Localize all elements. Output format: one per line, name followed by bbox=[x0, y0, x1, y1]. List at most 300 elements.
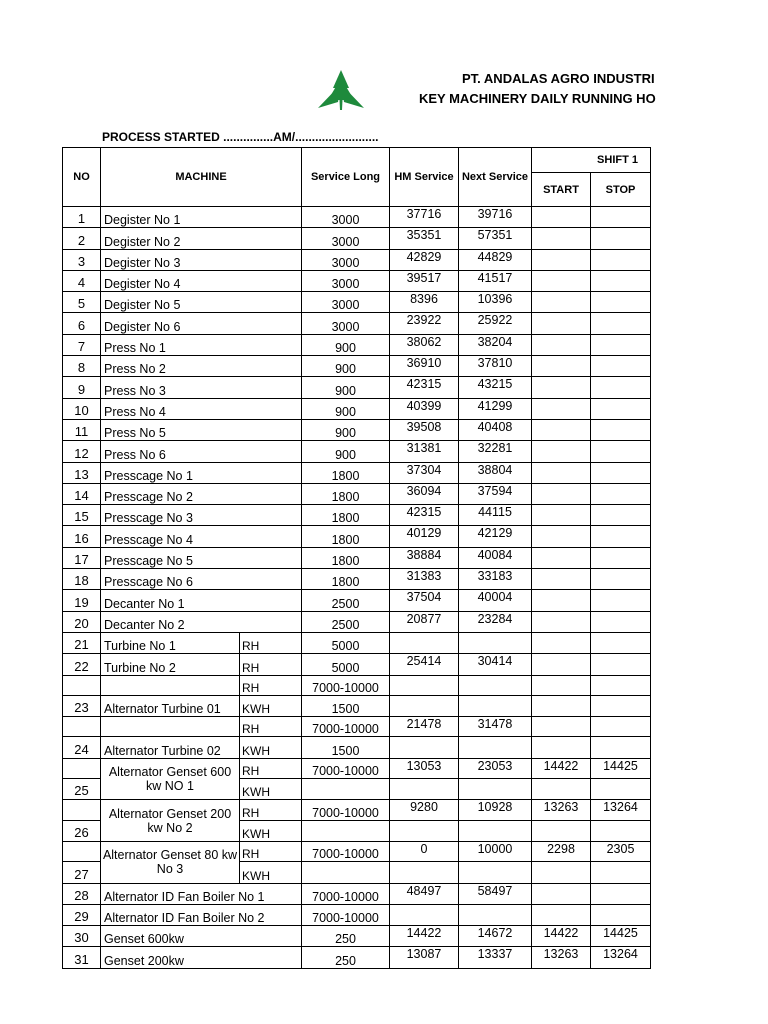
start-cell bbox=[532, 483, 591, 504]
row-number: 19 bbox=[63, 590, 101, 611]
header-service-long: Service Long bbox=[302, 148, 390, 207]
machine-name: Degister No 3 bbox=[101, 249, 302, 270]
service-long-cell: 1800 bbox=[302, 569, 390, 590]
hm-service-cell: 13053 bbox=[390, 758, 459, 778]
start-cell bbox=[532, 462, 591, 483]
row-number: 7 bbox=[63, 334, 101, 355]
next-service-cell: 58497 bbox=[459, 883, 532, 904]
table-row bbox=[63, 547, 651, 568]
row-number: 6 bbox=[63, 313, 101, 334]
hm-service-cell: 14422 bbox=[390, 926, 459, 947]
next-service-cell bbox=[459, 904, 532, 925]
machine-name: Genset 600kw bbox=[101, 926, 302, 947]
company-name: PT. ANDALAS AGRO INDUSTRI bbox=[462, 71, 655, 86]
hm-service-cell bbox=[390, 862, 459, 883]
stop-cell bbox=[591, 398, 651, 419]
next-service-cell: 13337 bbox=[459, 947, 532, 968]
stop-cell bbox=[591, 862, 651, 883]
hm-service-cell: 37716 bbox=[390, 207, 459, 228]
row-number bbox=[63, 841, 101, 861]
start-cell bbox=[532, 820, 591, 841]
hm-service-cell: 39508 bbox=[390, 419, 459, 440]
row-number: 17 bbox=[63, 547, 101, 568]
next-service-cell: 40408 bbox=[459, 419, 532, 440]
table-row bbox=[63, 841, 651, 861]
row-number: 15 bbox=[63, 505, 101, 526]
next-service-cell: 10000 bbox=[459, 841, 532, 861]
machine-name: Degister No 6 bbox=[101, 313, 302, 334]
service-long-cell: 1500 bbox=[302, 737, 390, 758]
next-service-cell bbox=[459, 695, 532, 716]
stop-cell bbox=[591, 207, 651, 228]
next-service-cell: 43215 bbox=[459, 377, 532, 398]
stop-cell bbox=[591, 334, 651, 355]
table-row bbox=[63, 313, 651, 334]
header-start: START bbox=[532, 173, 591, 207]
hm-service-cell bbox=[390, 820, 459, 841]
stop-cell: 14425 bbox=[591, 758, 651, 778]
table-row bbox=[63, 207, 651, 228]
stop-cell bbox=[591, 526, 651, 547]
stop-cell bbox=[591, 904, 651, 925]
unit-cell: RH bbox=[240, 654, 302, 675]
machine-name: Degister No 2 bbox=[101, 228, 302, 249]
row-number: 29 bbox=[63, 904, 101, 925]
next-service-cell: 23053 bbox=[459, 758, 532, 778]
hm-service-cell: 13087 bbox=[390, 947, 459, 968]
service-long-cell: 7000-10000 bbox=[302, 717, 390, 737]
service-long-cell: 900 bbox=[302, 441, 390, 462]
row-number: 4 bbox=[63, 270, 101, 291]
hm-service-cell: 37504 bbox=[390, 590, 459, 611]
service-long-cell: 2500 bbox=[302, 590, 390, 611]
row-number: 3 bbox=[63, 249, 101, 270]
machine-name: Alternator Turbine 01 bbox=[101, 695, 240, 716]
next-service-cell: 31478 bbox=[459, 717, 532, 737]
stop-cell bbox=[591, 356, 651, 377]
hm-service-cell: 48497 bbox=[390, 883, 459, 904]
table-row bbox=[63, 695, 651, 716]
service-long-cell: 900 bbox=[302, 334, 390, 355]
machinery-table bbox=[62, 147, 651, 969]
service-long-cell: 1800 bbox=[302, 505, 390, 526]
next-service-cell bbox=[459, 675, 532, 695]
service-long-cell: 2500 bbox=[302, 611, 390, 632]
row-number: 21 bbox=[63, 632, 101, 653]
unit-cell: RH bbox=[240, 717, 302, 737]
start-cell bbox=[532, 569, 591, 590]
start-cell bbox=[532, 398, 591, 419]
table-row bbox=[63, 737, 651, 758]
header-no: NO bbox=[63, 148, 101, 207]
row-number bbox=[63, 675, 101, 695]
hm-service-cell: 42315 bbox=[390, 377, 459, 398]
hm-service-cell bbox=[390, 779, 459, 800]
row-number: 26 bbox=[63, 820, 101, 841]
table-row bbox=[63, 441, 651, 462]
stop-cell bbox=[591, 483, 651, 504]
unit-cell: KWH bbox=[240, 820, 302, 841]
stop-cell: 13264 bbox=[591, 800, 651, 820]
company-logo-icon bbox=[318, 70, 364, 110]
next-service-cell bbox=[459, 779, 532, 800]
start-cell bbox=[532, 590, 591, 611]
row-number: 25 bbox=[63, 779, 101, 800]
hm-service-cell: 36094 bbox=[390, 483, 459, 504]
stop-cell bbox=[591, 590, 651, 611]
machine-name: Alternator Turbine 02 bbox=[101, 737, 240, 758]
machine-name: Degister No 4 bbox=[101, 270, 302, 291]
service-long-cell bbox=[302, 820, 390, 841]
service-long-cell: 3000 bbox=[302, 207, 390, 228]
service-long-cell: 3000 bbox=[302, 313, 390, 334]
next-service-cell: 44115 bbox=[459, 505, 532, 526]
stop-cell bbox=[591, 654, 651, 675]
next-service-cell: 39716 bbox=[459, 207, 532, 228]
next-service-cell: 40084 bbox=[459, 547, 532, 568]
stop-cell bbox=[591, 779, 651, 800]
machine-name: Press No 3 bbox=[101, 377, 302, 398]
start-cell bbox=[532, 377, 591, 398]
hm-service-cell bbox=[390, 695, 459, 716]
unit-cell: RH bbox=[240, 800, 302, 820]
row-number: 1 bbox=[63, 207, 101, 228]
table-row bbox=[63, 377, 651, 398]
hm-service-cell: 20877 bbox=[390, 611, 459, 632]
start-cell bbox=[532, 334, 591, 355]
start-cell bbox=[532, 632, 591, 653]
start-cell bbox=[532, 356, 591, 377]
service-long-cell: 250 bbox=[302, 947, 390, 968]
machine-name: Press No 1 bbox=[101, 334, 302, 355]
row-number: 14 bbox=[63, 483, 101, 504]
next-service-cell: 42129 bbox=[459, 526, 532, 547]
service-long-cell: 3000 bbox=[302, 270, 390, 291]
table-row bbox=[63, 569, 651, 590]
next-service-cell: 57351 bbox=[459, 228, 532, 249]
service-long-cell: 900 bbox=[302, 419, 390, 440]
machine-name-blank bbox=[101, 675, 240, 695]
table-row bbox=[63, 249, 651, 270]
service-long-cell: 3000 bbox=[302, 228, 390, 249]
start-cell: 14422 bbox=[532, 758, 591, 778]
start-cell bbox=[532, 547, 591, 568]
start-cell bbox=[532, 675, 591, 695]
start-cell bbox=[532, 313, 591, 334]
row-number bbox=[63, 758, 101, 778]
table-row bbox=[63, 334, 651, 355]
next-service-cell bbox=[459, 862, 532, 883]
start-cell bbox=[532, 441, 591, 462]
row-number: 11 bbox=[63, 419, 101, 440]
table-row bbox=[63, 926, 651, 947]
row-number: 8 bbox=[63, 356, 101, 377]
service-long-cell bbox=[302, 779, 390, 800]
row-number: 24 bbox=[63, 737, 101, 758]
next-service-cell: 37810 bbox=[459, 356, 532, 377]
hm-service-cell bbox=[390, 632, 459, 653]
start-cell bbox=[532, 737, 591, 758]
start-cell bbox=[532, 292, 591, 313]
service-long-cell: 7000-10000 bbox=[302, 675, 390, 695]
hm-service-cell: 31381 bbox=[390, 441, 459, 462]
service-long-cell: 1800 bbox=[302, 526, 390, 547]
row-number: 28 bbox=[63, 883, 101, 904]
service-long-cell: 7000-10000 bbox=[302, 758, 390, 778]
start-cell bbox=[532, 207, 591, 228]
machine-name: Turbine No 2 bbox=[101, 654, 240, 675]
hm-service-cell: 31383 bbox=[390, 569, 459, 590]
table-row bbox=[63, 904, 651, 925]
next-service-cell: 44829 bbox=[459, 249, 532, 270]
machine-name: Genset 200kw bbox=[101, 947, 302, 968]
machine-name: Decanter No 2 bbox=[101, 611, 302, 632]
start-cell bbox=[532, 270, 591, 291]
table-row bbox=[63, 611, 651, 632]
service-long-cell: 7000-10000 bbox=[302, 904, 390, 925]
header-machine: MACHINE bbox=[101, 148, 302, 207]
machine-name: Press No 2 bbox=[101, 356, 302, 377]
machine-name: Decanter No 1 bbox=[101, 590, 302, 611]
unit-cell: RH bbox=[240, 841, 302, 861]
next-service-cell: 37594 bbox=[459, 483, 532, 504]
machine-name: Press No 5 bbox=[101, 419, 302, 440]
machine-name: Presscage No 2 bbox=[101, 483, 302, 504]
next-service-cell: 38204 bbox=[459, 334, 532, 355]
machine-name: Presscage No 1 bbox=[101, 462, 302, 483]
hm-service-cell: 42315 bbox=[390, 505, 459, 526]
next-service-cell: 41299 bbox=[459, 398, 532, 419]
table-row bbox=[63, 632, 651, 653]
start-cell bbox=[532, 228, 591, 249]
table-row bbox=[63, 526, 651, 547]
next-service-cell: 33183 bbox=[459, 569, 532, 590]
next-service-cell bbox=[459, 632, 532, 653]
table-row bbox=[63, 758, 651, 778]
stop-cell bbox=[591, 270, 651, 291]
start-cell bbox=[532, 904, 591, 925]
table-row bbox=[63, 483, 651, 504]
next-service-cell: 23284 bbox=[459, 611, 532, 632]
hm-service-cell: 36910 bbox=[390, 356, 459, 377]
header-next-service: Next Service bbox=[459, 148, 532, 207]
row-number: 22 bbox=[63, 654, 101, 675]
machine-name: Alternator ID Fan Boiler No 2 bbox=[101, 904, 302, 925]
row-number: 20 bbox=[63, 611, 101, 632]
table-row bbox=[63, 228, 651, 249]
start-cell bbox=[532, 505, 591, 526]
unit-cell: RH bbox=[240, 758, 302, 778]
process-started-line: PROCESS STARTED ...............AM/......................... bbox=[102, 130, 379, 144]
service-long-cell: 5000 bbox=[302, 632, 390, 653]
stop-cell bbox=[591, 737, 651, 758]
stop-cell bbox=[591, 377, 651, 398]
table-row bbox=[63, 270, 651, 291]
service-long-cell: 7000-10000 bbox=[302, 883, 390, 904]
table-row bbox=[63, 356, 651, 377]
hm-service-cell: 38884 bbox=[390, 547, 459, 568]
start-cell bbox=[532, 717, 591, 737]
machine-name-blank bbox=[101, 717, 240, 737]
start-cell: 2298 bbox=[532, 841, 591, 861]
hm-service-cell: 37304 bbox=[390, 462, 459, 483]
start-cell bbox=[532, 611, 591, 632]
machine-name: Alternator Genset 200 kw No 2 bbox=[101, 800, 240, 842]
table-row bbox=[63, 590, 651, 611]
stop-cell bbox=[591, 441, 651, 462]
stop-cell: 13264 bbox=[591, 947, 651, 968]
row-number: 9 bbox=[63, 377, 101, 398]
hm-service-cell: 38062 bbox=[390, 334, 459, 355]
row-number: 2 bbox=[63, 228, 101, 249]
unit-cell: KWH bbox=[240, 862, 302, 883]
machine-name: Presscage No 6 bbox=[101, 569, 302, 590]
machine-name: Alternator ID Fan Boiler No 1 bbox=[101, 883, 302, 904]
next-service-cell: 32281 bbox=[459, 441, 532, 462]
stop-cell bbox=[591, 292, 651, 313]
row-number: 12 bbox=[63, 441, 101, 462]
start-cell: 13263 bbox=[532, 800, 591, 820]
next-service-cell: 41517 bbox=[459, 270, 532, 291]
service-long-cell: 3000 bbox=[302, 249, 390, 270]
start-cell bbox=[532, 862, 591, 883]
hm-service-cell: 40399 bbox=[390, 398, 459, 419]
service-long-cell bbox=[302, 862, 390, 883]
next-service-cell: 10396 bbox=[459, 292, 532, 313]
stop-cell bbox=[591, 249, 651, 270]
machine-name: Press No 6 bbox=[101, 441, 302, 462]
hm-service-cell: 40129 bbox=[390, 526, 459, 547]
start-cell: 14422 bbox=[532, 926, 591, 947]
hm-service-cell: 39517 bbox=[390, 270, 459, 291]
stop-cell: 2305 bbox=[591, 841, 651, 861]
stop-cell bbox=[591, 820, 651, 841]
hm-service-cell: 23922 bbox=[390, 313, 459, 334]
hm-service-cell: 0 bbox=[390, 841, 459, 861]
start-cell bbox=[532, 654, 591, 675]
start-cell bbox=[532, 883, 591, 904]
next-service-cell bbox=[459, 737, 532, 758]
machine-name: Presscage No 3 bbox=[101, 505, 302, 526]
table-row bbox=[63, 505, 651, 526]
service-long-cell: 7000-10000 bbox=[302, 800, 390, 820]
machine-name: Presscage No 5 bbox=[101, 547, 302, 568]
table-row bbox=[63, 717, 651, 737]
next-service-cell: 40004 bbox=[459, 590, 532, 611]
service-long-cell: 5000 bbox=[302, 654, 390, 675]
unit-cell: KWH bbox=[240, 695, 302, 716]
unit-cell: RH bbox=[240, 675, 302, 695]
header-stop: STOP bbox=[591, 173, 651, 207]
hm-service-cell: 21478 bbox=[390, 717, 459, 737]
header-shift: SHIFT 1 bbox=[532, 148, 651, 173]
start-cell bbox=[532, 779, 591, 800]
row-number: 5 bbox=[63, 292, 101, 313]
table-row bbox=[63, 398, 651, 419]
table-row bbox=[63, 462, 651, 483]
stop-cell: 14425 bbox=[591, 926, 651, 947]
hm-service-cell: 9280 bbox=[390, 800, 459, 820]
hm-service-cell: 8396 bbox=[390, 292, 459, 313]
header-hm-service: HM Service bbox=[390, 148, 459, 207]
stop-cell bbox=[591, 611, 651, 632]
table-row bbox=[63, 947, 651, 968]
unit-cell: KWH bbox=[240, 737, 302, 758]
stop-cell bbox=[591, 462, 651, 483]
next-service-cell bbox=[459, 820, 532, 841]
stop-cell bbox=[591, 717, 651, 737]
start-cell bbox=[532, 695, 591, 716]
row-number: 27 bbox=[63, 862, 101, 883]
stop-cell bbox=[591, 675, 651, 695]
table-row bbox=[63, 419, 651, 440]
stop-cell bbox=[591, 632, 651, 653]
document-title: KEY MACHINERY DAILY RUNNING HO bbox=[419, 91, 656, 106]
table-row bbox=[63, 800, 651, 820]
row-number: 13 bbox=[63, 462, 101, 483]
service-long-cell: 1800 bbox=[302, 483, 390, 504]
start-cell bbox=[532, 526, 591, 547]
row-number: 31 bbox=[63, 947, 101, 968]
row-number: 10 bbox=[63, 398, 101, 419]
service-long-cell: 900 bbox=[302, 356, 390, 377]
row-number: 23 bbox=[63, 695, 101, 716]
row-number bbox=[63, 717, 101, 737]
machine-name: Degister No 5 bbox=[101, 292, 302, 313]
service-long-cell: 1800 bbox=[302, 547, 390, 568]
machine-name: Turbine No 1 bbox=[101, 632, 240, 653]
hm-service-cell: 35351 bbox=[390, 228, 459, 249]
next-service-cell: 14672 bbox=[459, 926, 532, 947]
start-cell bbox=[532, 419, 591, 440]
service-long-cell: 250 bbox=[302, 926, 390, 947]
row-number: 16 bbox=[63, 526, 101, 547]
machine-name: Alternator Genset 80 kw No 3 bbox=[101, 841, 240, 883]
stop-cell bbox=[591, 313, 651, 334]
row-number bbox=[63, 800, 101, 820]
unit-cell: RH bbox=[240, 632, 302, 653]
stop-cell bbox=[591, 228, 651, 249]
stop-cell bbox=[591, 569, 651, 590]
next-service-cell: 38804 bbox=[459, 462, 532, 483]
table-row bbox=[63, 654, 651, 675]
hm-service-cell: 25414 bbox=[390, 654, 459, 675]
hm-service-cell bbox=[390, 904, 459, 925]
machine-name: Press No 4 bbox=[101, 398, 302, 419]
row-number: 18 bbox=[63, 569, 101, 590]
start-cell: 13263 bbox=[532, 947, 591, 968]
table-row bbox=[63, 883, 651, 904]
service-long-cell: 900 bbox=[302, 377, 390, 398]
service-long-cell: 1500 bbox=[302, 695, 390, 716]
hm-service-cell bbox=[390, 737, 459, 758]
service-long-cell: 1800 bbox=[302, 462, 390, 483]
next-service-cell: 10928 bbox=[459, 800, 532, 820]
service-long-cell: 3000 bbox=[302, 292, 390, 313]
row-number: 30 bbox=[63, 926, 101, 947]
machine-name: Degister No 1 bbox=[101, 207, 302, 228]
service-long-cell: 900 bbox=[302, 398, 390, 419]
machine-name: Alternator Genset 600 kw NO 1 bbox=[101, 758, 240, 800]
next-service-cell: 25922 bbox=[459, 313, 532, 334]
service-long-cell: 7000-10000 bbox=[302, 841, 390, 861]
hm-service-cell bbox=[390, 675, 459, 695]
hm-service-cell: 42829 bbox=[390, 249, 459, 270]
table-row bbox=[63, 292, 651, 313]
stop-cell bbox=[591, 695, 651, 716]
unit-cell: KWH bbox=[240, 779, 302, 800]
machine-name: Presscage No 4 bbox=[101, 526, 302, 547]
